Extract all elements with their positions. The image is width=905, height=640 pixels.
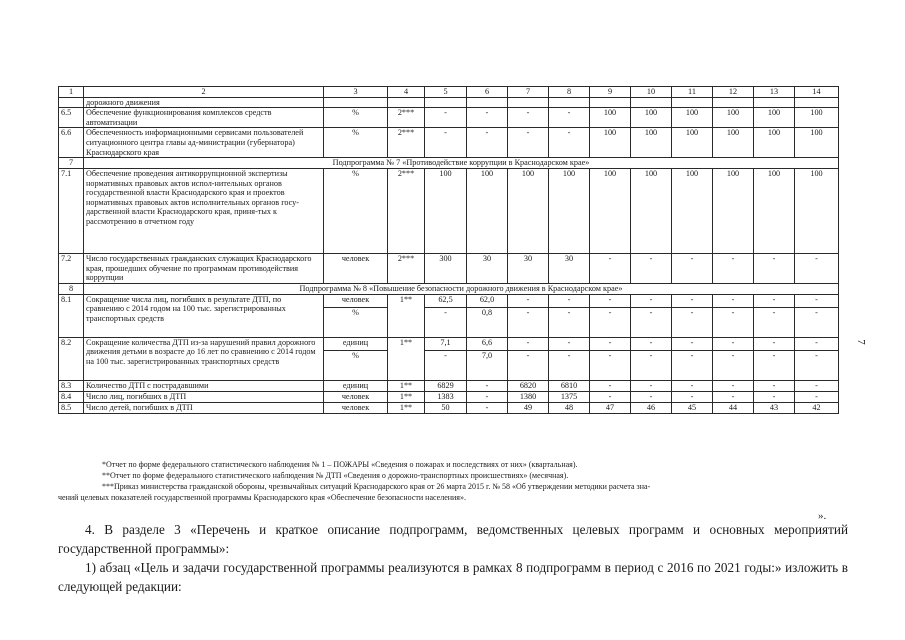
indicator-name: Количество ДТП с пострадавшими: [84, 380, 324, 391]
value-cell: -: [795, 337, 839, 350]
status-cell: 2***: [388, 128, 425, 158]
value-cell: -: [590, 307, 631, 337]
value-cell: 100: [713, 108, 754, 128]
row-number: 8.3: [59, 380, 84, 391]
value-cell: 100: [508, 168, 549, 253]
value-cell: [425, 97, 467, 108]
value-cell: 48: [549, 402, 590, 413]
status-cell: [388, 97, 425, 108]
unit-cell: %: [324, 168, 388, 253]
section-number: 7: [59, 158, 84, 169]
value-cell: -: [754, 337, 795, 350]
footnote-1: *Отчет по форме федерального статистического наблюдения № 1 – ПОЖАРЫ «Сведения о пожарах и последствиях от них» (квартальная).: [102, 460, 578, 469]
value-cell: 62,0: [467, 294, 508, 307]
value-cell: -: [467, 108, 508, 128]
value-cell: -: [590, 391, 631, 402]
row-number: [59, 97, 84, 108]
value-cell: 1375: [549, 391, 590, 402]
section-title: Подпрограмма № 8 «Повышение безопасности дорожного движения в Краснодарском крае»: [84, 283, 839, 294]
value-cell: [713, 97, 754, 108]
header-cell: 2: [84, 87, 324, 98]
value-cell: 43: [754, 402, 795, 413]
value-cell: [467, 97, 508, 108]
value-cell: 100: [713, 168, 754, 253]
value-cell: -: [631, 337, 672, 350]
value-cell: -: [713, 294, 754, 307]
value-cell: [590, 97, 631, 108]
unit-cell: человек: [324, 402, 388, 413]
row-number: 8.1: [59, 294, 84, 337]
value-cell: -: [672, 307, 713, 337]
value-cell: -: [549, 294, 590, 307]
header-cell: 7: [508, 87, 549, 98]
indicator-name: Число детей, погибших в ДТП: [84, 402, 324, 413]
indicator-name: дорожного движения: [84, 97, 324, 108]
header-cell: 1: [59, 87, 84, 98]
unit-cell: человек: [324, 391, 388, 402]
value-cell: -: [631, 391, 672, 402]
value-cell: 46: [631, 402, 672, 413]
value-cell: 100: [754, 128, 795, 158]
indicator-name: Сокращение количества ДТП из-за нарушений правил дорожного движения детьми в возрасте до 16 лет по сравнению с 2014 годом на 100 тыс. зарегистрированных транспортных средств: [84, 337, 324, 380]
value-cell: -: [590, 337, 631, 350]
value-cell: 0,8: [467, 307, 508, 337]
section-number: 8: [59, 283, 84, 294]
indicator-name: Обеспеченность информационными сервисами пользователей ситуационного центра главы ад-министрации (губернатора) Краснодарского края: [84, 128, 324, 158]
table-row: [59, 402, 839, 413]
value-cell: 100: [590, 168, 631, 253]
value-cell: -: [713, 350, 754, 380]
value-cell: -: [467, 380, 508, 391]
table-row: [59, 253, 839, 283]
table-row: [59, 97, 839, 108]
value-cell: -: [672, 253, 713, 283]
unit-cell: единиц: [324, 337, 388, 350]
value-cell: -: [590, 350, 631, 380]
value-cell: -: [754, 307, 795, 337]
value-cell: -: [754, 391, 795, 402]
value-cell: 1380: [508, 391, 549, 402]
value-cell: -: [467, 402, 508, 413]
value-cell: -: [754, 294, 795, 307]
status-cell: 1**: [388, 402, 425, 413]
value-cell: 100: [425, 168, 467, 253]
value-cell: -: [590, 253, 631, 283]
value-cell: 100: [631, 168, 672, 253]
value-cell: -: [631, 253, 672, 283]
indicator-name: Обеспечение функционирования комплексов средств автоматизации: [84, 108, 324, 128]
unit-cell: %: [324, 350, 388, 380]
status-cell: 1**: [388, 337, 425, 380]
value-cell: -: [549, 108, 590, 128]
page-number: 7: [854, 339, 867, 345]
table-row: [59, 337, 839, 350]
header-cell: 13: [754, 87, 795, 98]
value-cell: -: [549, 307, 590, 337]
footnote-3-continued: чений целевых показателей государственной программы Краснодарского края «Обеспечение безопасности населения».: [58, 493, 466, 502]
indicator-name: Число лиц, погибших в ДТП: [84, 391, 324, 402]
value-cell: -: [795, 294, 839, 307]
value-cell: 7,0: [467, 350, 508, 380]
table-footnotes: [58, 459, 838, 503]
section-title: Подпрограмма № 7 «Противодействие коррупции в Краснодарском крае»: [84, 158, 839, 169]
value-cell: -: [631, 350, 672, 380]
status-cell: 1**: [388, 391, 425, 402]
value-cell: -: [425, 307, 467, 337]
value-cell: -: [549, 128, 590, 158]
value-cell: 100: [590, 128, 631, 158]
value-cell: -: [508, 350, 549, 380]
indicator-name: Сокращение числа лиц, погибших в результате ДТП, по сравнению с 2014 годом на 100 тыс. зарегистрированных транспортных средств: [84, 294, 324, 337]
value-cell: -: [631, 307, 672, 337]
unit-cell: %: [324, 108, 388, 128]
header-cell: 10: [631, 87, 672, 98]
value-cell: 100: [672, 128, 713, 158]
unit-cell: единиц: [324, 380, 388, 391]
value-cell: 100: [795, 128, 839, 158]
value-cell: -: [549, 337, 590, 350]
value-cell: -: [467, 391, 508, 402]
unit-cell: [324, 97, 388, 108]
table-row: [59, 108, 839, 128]
value-cell: [795, 97, 839, 108]
header-cell: 12: [713, 87, 754, 98]
value-cell: 62,5: [425, 294, 467, 307]
value-cell: -: [713, 253, 754, 283]
value-cell: 45: [672, 402, 713, 413]
value-cell: -: [508, 108, 549, 128]
value-cell: 50: [425, 402, 467, 413]
value-cell: -: [754, 350, 795, 380]
value-cell: -: [672, 380, 713, 391]
value-cell: -: [795, 253, 839, 283]
value-cell: -: [795, 391, 839, 402]
value-cell: -: [425, 128, 467, 158]
value-cell: [631, 97, 672, 108]
value-cell: 30: [467, 253, 508, 283]
value-cell: 49: [508, 402, 549, 413]
paragraph-item-1: 1) абзац «Цель и задачи государственной программы реализуются в рамках 8 подпрограмм в период с 2016 по 2021 годы:» изложить в следующей редакции:: [58, 560, 848, 594]
value-cell: -: [590, 380, 631, 391]
value-cell: -: [631, 380, 672, 391]
value-cell: 100: [631, 108, 672, 128]
header-cell: 11: [672, 87, 713, 98]
value-cell: -: [795, 380, 839, 391]
status-cell: 2***: [388, 168, 425, 253]
value-cell: -: [795, 307, 839, 337]
header-cell: 4: [388, 87, 425, 98]
header-cell: 9: [590, 87, 631, 98]
indicators-table: [58, 86, 839, 414]
value-cell: -: [549, 350, 590, 380]
value-cell: -: [713, 337, 754, 350]
unit-cell: человек: [324, 253, 388, 283]
value-cell: -: [672, 337, 713, 350]
footnote-2: **Отчет по форме федерального статистического наблюдения № ДТП «Сведения о дорожно-транспортных происшествиях» (месячная).: [102, 471, 569, 480]
paragraph-section-3: 4. В разделе 3 «Перечень и краткое описание подпрограмм, ведомственных целевых программ и основных мероприятий государственной программы»:: [58, 522, 848, 556]
value-cell: 6,6: [467, 337, 508, 350]
header-cell: 14: [795, 87, 839, 98]
value-cell: -: [508, 337, 549, 350]
value-cell: [549, 97, 590, 108]
table-row: [59, 380, 839, 391]
value-cell: 100: [754, 108, 795, 128]
value-cell: 100: [672, 108, 713, 128]
value-cell: -: [672, 294, 713, 307]
value-cell: -: [713, 391, 754, 402]
status-cell: 1**: [388, 380, 425, 391]
row-number: 6.5: [59, 108, 84, 128]
value-cell: 30: [549, 253, 590, 283]
row-number: 7.2: [59, 253, 84, 283]
status-cell: 1**: [388, 294, 425, 337]
value-cell: 100: [754, 168, 795, 253]
table-row: [59, 391, 839, 402]
status-cell: 2***: [388, 253, 425, 283]
table-header-row: [59, 87, 839, 98]
value-cell: [754, 97, 795, 108]
row-number: 6.6: [59, 128, 84, 158]
value-cell: -: [713, 307, 754, 337]
value-cell: -: [508, 128, 549, 158]
value-cell: -: [672, 391, 713, 402]
value-cell: 44: [713, 402, 754, 413]
row-number: 8.4: [59, 391, 84, 402]
value-cell: 6820: [508, 380, 549, 391]
table-section-row: [59, 158, 839, 169]
header-cell: 6: [467, 87, 508, 98]
value-cell: 1383: [425, 391, 467, 402]
value-cell: 100: [590, 108, 631, 128]
unit-cell: %: [324, 128, 388, 158]
value-cell: 42: [795, 402, 839, 413]
value-cell: -: [508, 307, 549, 337]
value-cell: -: [713, 380, 754, 391]
value-cell: 300: [425, 253, 467, 283]
value-cell: -: [425, 108, 467, 128]
value-cell: -: [508, 294, 549, 307]
table-section-row: [59, 283, 839, 294]
header-cell: 8: [549, 87, 590, 98]
status-cell: 2***: [388, 108, 425, 128]
closing-quote-mark: ».: [818, 510, 827, 522]
value-cell: 100: [713, 128, 754, 158]
indicator-name: Число государственных гражданских служащих Краснодарского края, прошедших обучение по программам противодействия коррупции: [84, 253, 324, 283]
row-number: 8.5: [59, 402, 84, 413]
value-cell: 6810: [549, 380, 590, 391]
value-cell: -: [631, 294, 672, 307]
header-cell: 5: [425, 87, 467, 98]
row-number: 8.2: [59, 337, 84, 380]
value-cell: 100: [549, 168, 590, 253]
table-row: [59, 294, 839, 307]
indicator-name: Обеспечение проведения антикоррупционной экспертизы нормативных правовых актов испол-нительных органов государственной власти Краснодарского края и проектов нормативных правовых актов исполнительных органов госу-дарственной власти Краснодарского края, приня-тых к рассмотрению в отчетном году: [84, 168, 324, 253]
value-cell: -: [672, 350, 713, 380]
value-cell: [508, 97, 549, 108]
value-cell: 30: [508, 253, 549, 283]
value-cell: -: [754, 380, 795, 391]
value-cell: 100: [795, 108, 839, 128]
value-cell: 100: [631, 128, 672, 158]
value-cell: 47: [590, 402, 631, 413]
value-cell: 100: [467, 168, 508, 253]
value-cell: 100: [795, 168, 839, 253]
value-cell: -: [425, 350, 467, 380]
header-cell: 3: [324, 87, 388, 98]
table-row: [59, 128, 839, 158]
value-cell: -: [467, 128, 508, 158]
value-cell: 7,1: [425, 337, 467, 350]
value-cell: -: [795, 350, 839, 380]
table-row: [59, 168, 839, 253]
value-cell: 6829: [425, 380, 467, 391]
value-cell: -: [590, 294, 631, 307]
value-cell: -: [754, 253, 795, 283]
unit-cell: человек: [324, 294, 388, 307]
row-number: 7.1: [59, 168, 84, 253]
value-cell: 100: [672, 168, 713, 253]
value-cell: [672, 97, 713, 108]
footnote-3: ***Приказ министерства гражданской обороны, чрезвычайных ситуаций Краснодарского края от 26 марта 2015 г. № 58 «Об утверждении методики расчета зна-: [102, 482, 651, 491]
unit-cell: %: [324, 307, 388, 337]
